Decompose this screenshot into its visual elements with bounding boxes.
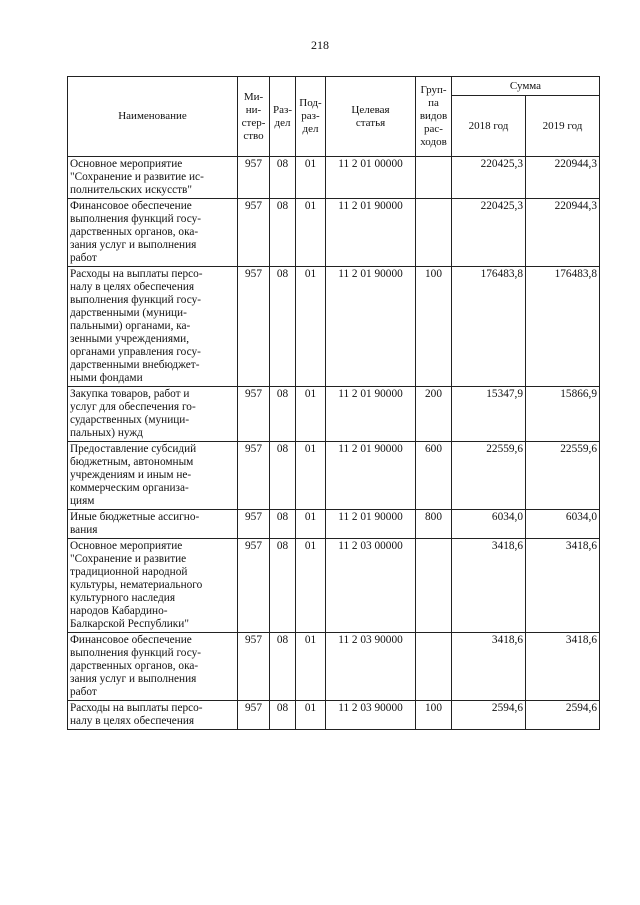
header-year-2019: 2019 год — [526, 96, 600, 157]
row-amount-2018: 3418,6 — [452, 539, 526, 633]
table-row — [68, 157, 600, 199]
row-section: 08 — [270, 267, 296, 387]
row-amount-2018: 220425,3 — [452, 157, 526, 199]
row-amount-2019: 15866,9 — [526, 387, 600, 442]
row-section: 08 — [270, 157, 296, 199]
row-subsection: 01 — [296, 442, 326, 510]
row-amount-2019: 6034,0 — [526, 510, 600, 539]
row-subsection: 01 — [296, 267, 326, 387]
table-row — [68, 701, 600, 730]
row-name: Основное мероприятие "Сохранение и развитие ис- полнительских искусств" — [68, 157, 238, 199]
row-target: 11 2 03 90000 — [326, 633, 416, 701]
row-name: Финансовое обеспечение выполнения функций госу- дарственных органов, ока- зания услуг и выполнения работ — [68, 199, 238, 267]
row-ministry: 957 — [238, 387, 270, 442]
table-row — [68, 387, 600, 442]
row-section: 08 — [270, 199, 296, 267]
row-subsection: 01 — [296, 539, 326, 633]
row-section: 08 — [270, 387, 296, 442]
row-amount-2019: 220944,3 — [526, 199, 600, 267]
row-ministry: 957 — [238, 510, 270, 539]
row-section: 08 — [270, 701, 296, 730]
row-expense-group: 200 — [416, 387, 452, 442]
row-ministry: 957 — [238, 267, 270, 387]
row-subsection: 01 — [296, 633, 326, 701]
row-amount-2018: 176483,8 — [452, 267, 526, 387]
budget-table — [67, 76, 600, 730]
row-section: 08 — [270, 633, 296, 701]
row-name: Иные бюджетные ассигно- вания — [68, 510, 238, 539]
table-body — [68, 157, 600, 730]
row-target: 11 2 01 90000 — [326, 267, 416, 387]
row-amount-2019: 2594,6 — [526, 701, 600, 730]
row-name: Предоставление субсидий бюджетным, автономным учреждениям и иным не- коммерческим организа- циям — [68, 442, 238, 510]
row-ministry: 957 — [238, 539, 270, 633]
row-name: Расходы на выплаты персо- налу в целях обеспечения выполнения функций госу- дарственными (муници- пальными) органами, ка- зенными учреждениями, органами управления госу- дарственными внебюджет- ными фондами — [68, 267, 238, 387]
row-name: Финансовое обеспечение выполнения функций госу- дарственных органов, ока- зания услуг и выполнения работ — [68, 633, 238, 701]
row-amount-2018: 220425,3 — [452, 199, 526, 267]
row-amount-2019: 22559,6 — [526, 442, 600, 510]
row-amount-2018: 2594,6 — [452, 701, 526, 730]
header-ministry: Ми- ни- стер- ство — [238, 77, 270, 157]
row-section: 08 — [270, 510, 296, 539]
row-subsection: 01 — [296, 157, 326, 199]
row-target: 11 2 01 00000 — [326, 157, 416, 199]
row-target: 11 2 01 90000 — [326, 387, 416, 442]
row-name: Закупка товаров, работ и услуг для обеспечения го- сударственных (муници- пальных) нужд — [68, 387, 238, 442]
row-amount-2019: 220944,3 — [526, 157, 600, 199]
table-header — [68, 77, 600, 157]
row-subsection: 01 — [296, 510, 326, 539]
row-target: 11 2 01 90000 — [326, 442, 416, 510]
header-sum: Сумма — [452, 77, 600, 96]
row-subsection: 01 — [296, 199, 326, 267]
row-ministry: 957 — [238, 157, 270, 199]
row-amount-2018: 22559,6 — [452, 442, 526, 510]
row-section: 08 — [270, 539, 296, 633]
header-target: Целевая статья — [326, 77, 416, 157]
row-ministry: 957 — [238, 199, 270, 267]
row-expense-group — [416, 633, 452, 701]
table-row — [68, 199, 600, 267]
header-subsection: Под- раз- дел — [296, 77, 326, 157]
header-year-2018: 2018 год — [452, 96, 526, 157]
row-expense-group — [416, 539, 452, 633]
header-section: Раз- дел — [270, 77, 296, 157]
table-row — [68, 442, 600, 510]
row-amount-2019: 176483,8 — [526, 267, 600, 387]
row-expense-group — [416, 199, 452, 267]
row-expense-group — [416, 157, 452, 199]
row-subsection: 01 — [296, 387, 326, 442]
row-ministry: 957 — [238, 633, 270, 701]
row-expense-group: 100 — [416, 701, 452, 730]
row-section: 08 — [270, 442, 296, 510]
table-row — [68, 267, 600, 387]
row-ministry: 957 — [238, 442, 270, 510]
row-target: 11 2 01 90000 — [326, 199, 416, 267]
row-ministry: 957 — [238, 701, 270, 730]
row-name: Основное мероприятие "Сохранение и развитие традиционной народной культуры, нематериального культурного наследия народов Кабардино- Балкарской Республики" — [68, 539, 238, 633]
row-amount-2018: 3418,6 — [452, 633, 526, 701]
row-amount-2019: 3418,6 — [526, 633, 600, 701]
row-amount-2018: 6034,0 — [452, 510, 526, 539]
page-number: 218 — [311, 38, 329, 52]
row-amount-2019: 3418,6 — [526, 539, 600, 633]
table-row — [68, 633, 600, 701]
row-subsection: 01 — [296, 701, 326, 730]
row-expense-group: 100 — [416, 267, 452, 387]
table-row — [68, 510, 600, 539]
row-expense-group: 600 — [416, 442, 452, 510]
row-target: 11 2 03 90000 — [326, 701, 416, 730]
header-expense-group: Груп- па видов рас- ходов — [416, 77, 452, 157]
table-row — [68, 539, 600, 633]
row-name: Расходы на выплаты персо- налу в целях обеспечения — [68, 701, 238, 730]
row-expense-group: 800 — [416, 510, 452, 539]
row-target: 11 2 03 00000 — [326, 539, 416, 633]
row-amount-2018: 15347,9 — [452, 387, 526, 442]
header-name: Наименование — [68, 77, 238, 157]
row-target: 11 2 01 90000 — [326, 510, 416, 539]
